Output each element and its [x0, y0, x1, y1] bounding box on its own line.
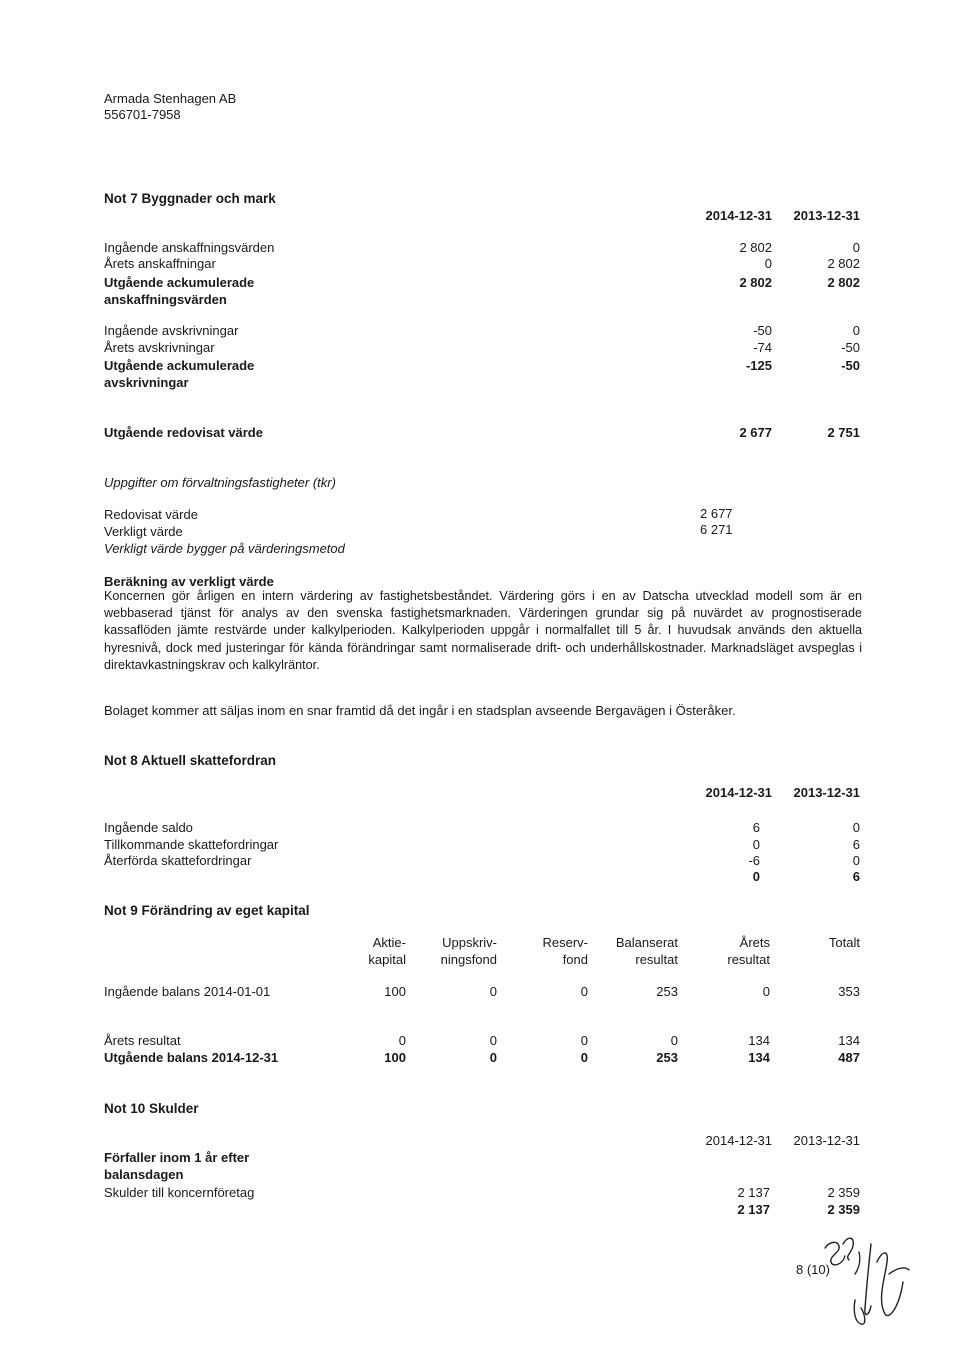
value-2014: 2 137 [737, 1202, 770, 1217]
note9-title: Not 9 Förändring av eget kapital [104, 903, 310, 918]
value-2014: -50 [753, 323, 772, 338]
note8-title: Not 8 Aktuell skattefordran [104, 753, 277, 768]
value-2014: 6 [752, 820, 760, 835]
table-row [0, 984, 960, 1002]
table-row [0, 820, 960, 838]
note7-col-2014: 2014-12-31 [705, 208, 772, 223]
table-row-total [0, 869, 960, 887]
value-2014: 2 802 [739, 275, 772, 290]
info-label: Verkligt värde bygger på värderingsmetod [104, 541, 345, 556]
value-aktiekapital: 0 [398, 1033, 406, 1048]
note10-col-2014: 2014-12-31 [705, 1133, 772, 1148]
sale-paragraph: Bolaget kommer att säljas inom en snar framtid då det ingår i en stadsplan avseende Bergavägen i Österåker. [104, 703, 736, 718]
row-label: Utgående ackumulerade [104, 358, 255, 373]
note7-col-2013: 2013-12-31 [793, 208, 860, 223]
value-2013: 6 [852, 869, 860, 884]
value-2014: 2 137 [737, 1185, 770, 1200]
row-label: Ingående anskaffningsvärden [104, 240, 275, 255]
value-2013: 2 802 [827, 256, 860, 271]
value-2014: 0 [752, 837, 760, 852]
table-row [0, 275, 960, 293]
row-label: Ingående avskrivningar [104, 323, 239, 338]
table-row [0, 425, 960, 443]
value-2013: 2 751 [827, 425, 860, 440]
value-2013: 0 [852, 853, 860, 868]
note7-title: Not 7 Byggnader och mark [104, 191, 276, 206]
row-label: Återförda skattefordringar [104, 853, 252, 868]
value-2013: 0 [852, 240, 860, 255]
group-label: Förfaller inom 1 år efter [104, 1150, 250, 1165]
row-label: Skulder till koncernföretag [104, 1185, 255, 1200]
row-label-continued: anskaffningsvärden [104, 292, 227, 307]
row-label: Utgående redovisat värde [104, 425, 263, 440]
table-row-total [0, 1202, 960, 1220]
calc-paragraph: Koncernen gör årligen en intern värdering av fastighetsbeståndet. Värdering görs i en av Datscha utvecklad modell som är en webbaserad tjänst för analys av den svenska fastighetsmarknaden. Värderingen grundar sig på nuvärdet av prognostiserade kassaflöden jämte restvärde under kalkylperioden. Kalkylperioden uppgår i normalfallet till 5 år. I huvudsak används den aktuella hyresnivå, dock med justeringar för kända förändringar samt normaliserade drift- och underhållskostnader. Marknadsläget avspeglas i direktavkastningskrav och kalkylräntor. [104, 589, 862, 672]
value-2013: 2 359 [827, 1185, 860, 1200]
info-label: Verkligt värde [104, 524, 183, 539]
value-totalt: 487 [838, 1050, 860, 1065]
calc-heading: Beräkning av verkligt värde [104, 574, 274, 589]
company-name: Armada Stenhagen AB [104, 91, 237, 106]
value-2014: 2 802 [739, 240, 772, 255]
row-label: Utgående balans 2014-12-31 [104, 1050, 279, 1065]
value-2014: 2 677 [739, 425, 772, 440]
note10-col-2013: 2013-12-31 [793, 1133, 860, 1148]
value-totalt: 353 [838, 984, 860, 999]
row-label: Årets anskaffningar [104, 256, 216, 271]
value-2014: 0 [752, 869, 760, 884]
value-2013: -50 [841, 358, 860, 373]
table-row [0, 1033, 960, 1051]
value-arets-resultat: 134 [748, 1033, 770, 1048]
value-uppskrivningsfond: 0 [489, 984, 497, 999]
value-aktiekapital: 100 [384, 984, 406, 999]
table-row [0, 256, 960, 274]
value-reservfond: 0 [580, 984, 588, 999]
info-value: 2 677 [700, 506, 733, 521]
row-label: Årets resultat [104, 1033, 181, 1048]
value-2013: 2 802 [827, 275, 860, 290]
col-uppskrivningsfond: Uppskriv- ningsfond [440, 935, 497, 967]
signature-initials [815, 1222, 915, 1332]
note8-col-2013: 2013-12-31 [793, 785, 860, 800]
value-2013: 0 [852, 323, 860, 338]
row-label: Tillkommande skattefordringar [104, 837, 279, 852]
value-balanserat-resultat: 0 [670, 1033, 678, 1048]
org-number: 556701-7958 [104, 107, 181, 122]
value-totalt: 134 [838, 1033, 860, 1048]
value-2014: -6 [748, 853, 760, 868]
value-2013: 6 [852, 837, 860, 852]
value-uppskrivningsfond: 0 [489, 1033, 497, 1048]
row-label: Ingående balans 2014-01-01 [104, 984, 271, 999]
table-row [0, 1185, 960, 1203]
value-2014: -74 [753, 340, 772, 355]
value-arets-resultat: 0 [762, 984, 770, 999]
value-balanserat-resultat: 253 [656, 984, 678, 999]
value-2013: 2 359 [827, 1202, 860, 1217]
col-aktiekapital: Aktie- kapital [368, 935, 406, 967]
info-heading: Uppgifter om förvaltningsfastigheter (tkr) [104, 475, 336, 490]
row-label: Utgående ackumulerade [104, 275, 255, 290]
info-label: Redovisat värde [104, 507, 198, 522]
info-value: 6 271 [700, 522, 733, 537]
value-aktiekapital: 100 [384, 1050, 406, 1065]
note8-col-2014: 2014-12-31 [705, 785, 772, 800]
value-2013: -50 [841, 340, 860, 355]
value-uppskrivningsfond: 0 [489, 1050, 497, 1065]
col-totalt: Totalt [828, 935, 860, 950]
value-arets-resultat: 134 [748, 1050, 770, 1065]
value-reservfond: 0 [580, 1033, 588, 1048]
value-2014: -125 [745, 358, 772, 373]
table-row [0, 358, 960, 376]
table-row [0, 323, 960, 341]
col-balanserat-resultat: Balanserat resultat [615, 935, 678, 967]
table-row [0, 340, 960, 358]
value-reservfond: 0 [580, 1050, 588, 1065]
note10-title: Not 10 Skulder [104, 1101, 199, 1116]
row-label: Årets avskrivningar [104, 340, 215, 355]
value-balanserat-resultat: 253 [656, 1050, 678, 1065]
group-label-continued: balansdagen [104, 1167, 184, 1182]
row-label-continued: avskrivningar [104, 375, 189, 390]
col-reservfond: Reserv- fond [542, 935, 588, 967]
value-2014: 0 [764, 256, 772, 271]
table-row-total [0, 1050, 960, 1068]
value-2013: 0 [852, 820, 860, 835]
col-arets-resultat: Årets resultat [727, 935, 770, 967]
row-label: Ingående saldo [104, 820, 193, 835]
page-number: 8 (10) [796, 1262, 830, 1277]
